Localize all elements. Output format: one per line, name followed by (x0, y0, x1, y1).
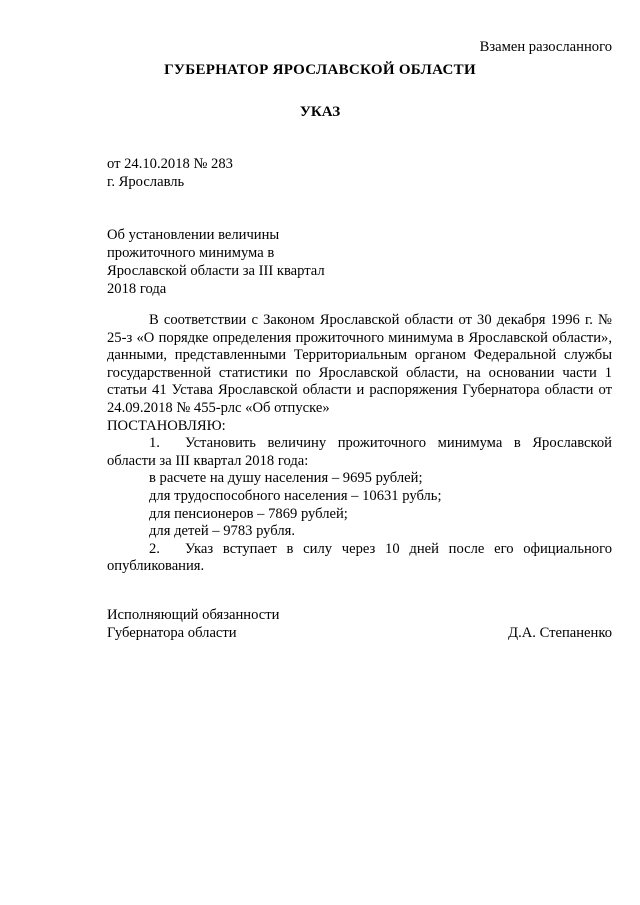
replacement-note: Взамен разосланного (479, 39, 612, 55)
signatory-title-line1: Исполняющий обязанности (107, 607, 280, 623)
signatory-name: Д.А. Степаненко (508, 625, 612, 641)
date-and-place (107, 155, 233, 191)
subject-line: Ярославской области за III квартал (107, 263, 325, 279)
subject-line: прожиточного минимума в (107, 245, 275, 261)
subject-line: Об установлении величины (107, 227, 280, 243)
signature-row (107, 624, 612, 642)
preamble: В соответствии с Законом Ярославской области от 30 декабря 1996 г. № 25-з «О порядке определения прожиточного минимума в Ярославской области», данными, представленными Территориальным органом Федеральной службы государственной статистики по Ярославской области, на основании части 1 статьи 41 Устава Ярославской области и распоряжения Губернатора области от 24.09.2018 № 455-рлс «Об отпуске» (107, 312, 612, 416)
signatory-title-line2: Губернатора области (107, 625, 237, 641)
value-pensioners: для пенсионеров – 7869 рублей; (149, 505, 348, 522)
item-2 (107, 541, 612, 576)
place: г. Ярославль (107, 174, 185, 190)
date-number: от 24.10.2018 № 283 (107, 156, 233, 172)
resolve-heading: ПОСТАНОВЛЯЮ: (107, 417, 226, 434)
document-type: УКАЗ (299, 104, 341, 120)
value-per-capita: в расчете на душу населения – 9695 рублей; (149, 470, 423, 487)
subject-line: 2018 года (107, 281, 167, 297)
signature-block (107, 606, 612, 642)
item-text: Указ вступает в силу через 10 дней после его официального опубликования. (107, 540, 612, 575)
item-text: Установить величину прожиточного минимума в Ярославской области за III квартал 2018 года: (107, 435, 612, 469)
value-working-age: для трудоспособного населения – 10631 рубль; (149, 487, 442, 504)
item-number: 1. (149, 435, 160, 452)
item-number: 2. (149, 540, 160, 557)
issuing-authority: ГУБЕРНАТОР ЯРОСЛАВСКОЙ ОБЛАСТИ (164, 62, 476, 78)
document-body (107, 312, 612, 576)
document-subject (107, 226, 347, 298)
value-children: для детей – 9783 рубля. (149, 523, 295, 540)
item-1 (107, 435, 612, 470)
